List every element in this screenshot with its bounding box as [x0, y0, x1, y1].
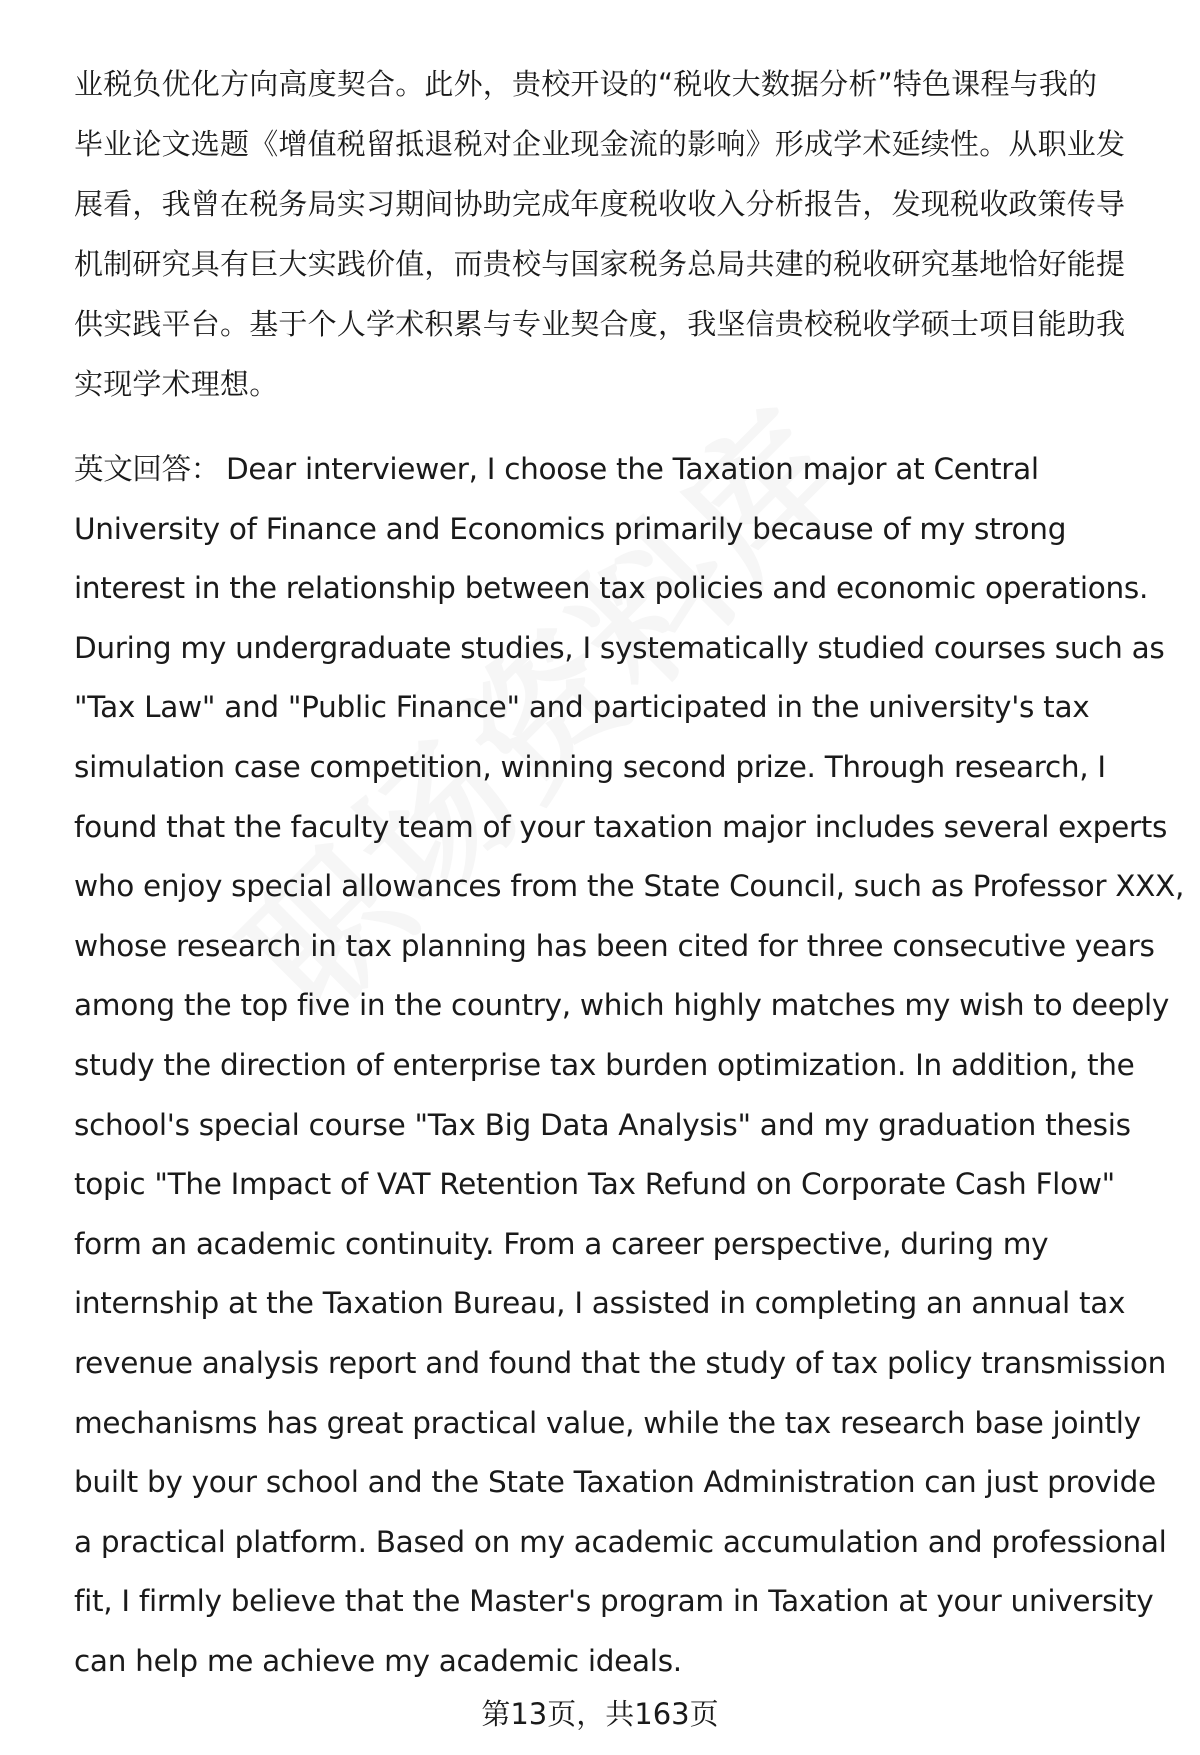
chinese-answer-paragraph [74, 54, 1154, 414]
text-line: form an academic continuity. From a career perspective, during my [74, 1226, 1049, 1261]
text-line: whose research in tax planning has been cited for three consecutive years [74, 928, 1155, 963]
document-content [74, 54, 1185, 1691]
text-line: interest in the relationship between tax policies and economic operations. [74, 571, 1149, 606]
text-line: University of Finance and Economics primarily because of my strong [74, 511, 1067, 546]
page-number-footer: 第13页，共163页 [481, 1697, 719, 1731]
text-line: 供实践平台。基于个人学术积累与专业契合度，我坚信贵校税收学硕士项目能助我 [74, 307, 1126, 341]
text-line: topic "The Impact of VAT Retention Tax Refund on Corporate Cash Flow" [74, 1167, 1115, 1202]
text-line: "Tax Law" and "Public Finance" and participated in the university's tax [74, 690, 1090, 725]
text-line: internship at the Taxation Bureau, I assisted in completing an annual tax [74, 1286, 1126, 1321]
text-line: among the top five in the country, which highly matches my wish to deeply [74, 988, 1170, 1023]
text-line: 业税负优化方向高度契合。此外，贵校开设的“税收大数据分析”特色课程与我的 [74, 67, 1098, 101]
text-line: 实现学术理想。 [74, 367, 279, 401]
text-line: mechanisms has great practical value, while the tax research base jointly [74, 1405, 1141, 1440]
text-line: found that the faculty team of your taxation major includes several experts [74, 809, 1168, 844]
text-line: During my undergraduate studies, I systematically studied courses such as [74, 630, 1165, 665]
english-answer-label: 英文回答： [74, 452, 221, 486]
text-line: built by your school and the State Taxation Administration can just provide [74, 1465, 1156, 1500]
text-line: a practical platform. Based on my academic accumulation and professional [74, 1524, 1167, 1559]
text-line: can help me achieve my academic ideals. [74, 1643, 682, 1678]
text-line: fit, I firmly believe that the Master's program in Taxation at your university [74, 1584, 1154, 1619]
text-line-first [74, 440, 1154, 500]
text-line: 机制研究具有巨大实践价值，而贵校与国家税务总局共建的税收研究基地恰好能提 [74, 247, 1126, 281]
text-line: revenue analysis report and found that the study of tax policy transmission [74, 1345, 1166, 1380]
text-line: simulation case competition, winning second prize. Through research, I [74, 749, 1106, 784]
text-line: Dear interviewer, I choose the Taxation major at Central [226, 452, 1039, 486]
text-line: who enjoy special allowances from the State Council, such as Professor XXX, [74, 869, 1185, 904]
text-line: 毕业论文选题《增值税留抵退税对企业现金流的影响》形成学术延续性。从职业发 [74, 127, 1126, 161]
text-line: study the direction of enterprise tax burden optimization. In addition, the [74, 1047, 1135, 1082]
text-line: 展看，我曾在税务局实习期间协助完成年度税收收入分析报告，发现税收政策传导 [74, 187, 1126, 221]
text-line: school's special course "Tax Big Data Analysis" and my graduation thesis [74, 1107, 1131, 1142]
english-answer-paragraph [74, 440, 1185, 1691]
